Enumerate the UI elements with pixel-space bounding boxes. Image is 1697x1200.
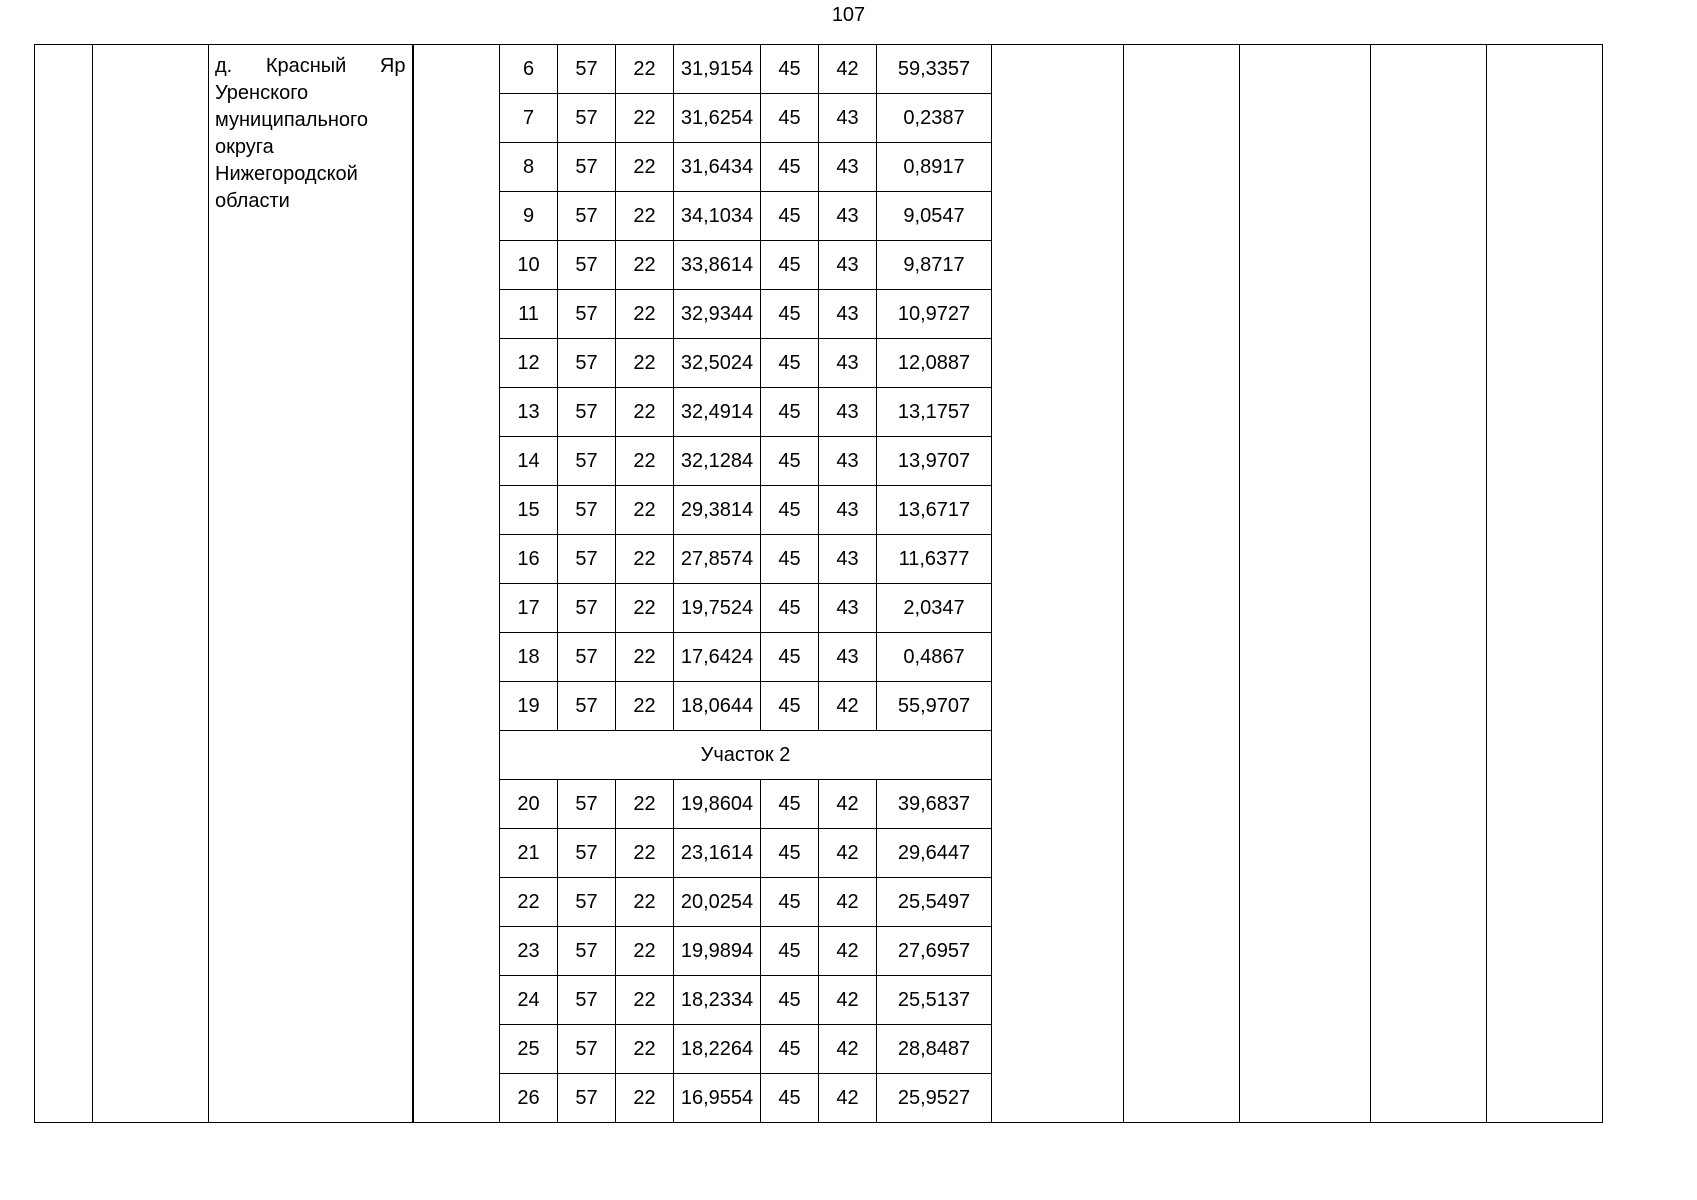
lat-degrees-cell: 57 bbox=[558, 535, 616, 584]
lon-minutes-cell: 43 bbox=[819, 388, 877, 437]
lat-minutes-cell: 22 bbox=[616, 976, 674, 1025]
point-number-cell: 7 bbox=[500, 94, 558, 143]
lat-minutes-cell: 22 bbox=[616, 241, 674, 290]
lon-seconds-cell: 0,2387 bbox=[877, 94, 992, 143]
location-line: области bbox=[215, 190, 290, 212]
lat-degrees-cell: 57 bbox=[558, 143, 616, 192]
lon-seconds-cell: 12,0887 bbox=[877, 339, 992, 388]
point-number-cell: 25 bbox=[500, 1025, 558, 1074]
lon-degrees-cell: 45 bbox=[761, 535, 819, 584]
lat-seconds-cell: 32,5024 bbox=[674, 339, 761, 388]
lon-seconds-cell: 11,6377 bbox=[877, 535, 992, 584]
lon-seconds-cell: 55,9707 bbox=[877, 682, 992, 731]
lon-degrees-cell: 45 bbox=[761, 829, 819, 878]
lat-seconds-cell: 19,8604 bbox=[674, 780, 761, 829]
empty-col-2 bbox=[93, 45, 209, 1123]
lon-seconds-cell: 0,4867 bbox=[877, 633, 992, 682]
point-number-cell: 15 bbox=[500, 486, 558, 535]
location-word: Яр bbox=[379, 55, 406, 77]
point-number-cell: 9 bbox=[500, 192, 558, 241]
lat-seconds-cell: 33,8614 bbox=[674, 241, 761, 290]
lat-seconds-cell: 20,0254 bbox=[674, 878, 761, 927]
lon-degrees-cell: 45 bbox=[761, 927, 819, 976]
lat-seconds-cell: 18,2264 bbox=[674, 1025, 761, 1074]
lon-seconds-cell: 13,9707 bbox=[877, 437, 992, 486]
lat-degrees-cell: 57 bbox=[558, 976, 616, 1025]
lon-degrees-cell: 45 bbox=[761, 143, 819, 192]
point-number-cell: 11 bbox=[500, 290, 558, 339]
lat-degrees-cell: 57 bbox=[558, 437, 616, 486]
lon-degrees-cell: 45 bbox=[761, 241, 819, 290]
lat-seconds-cell: 31,6434 bbox=[674, 143, 761, 192]
lat-minutes-cell: 22 bbox=[616, 437, 674, 486]
lon-degrees-cell: 45 bbox=[761, 682, 819, 731]
lat-minutes-cell: 22 bbox=[616, 94, 674, 143]
empty-col-13 bbox=[1124, 45, 1240, 1123]
lon-degrees-cell: 45 bbox=[761, 633, 819, 682]
lat-seconds-cell: 32,1284 bbox=[674, 437, 761, 486]
lon-degrees-cell: 45 bbox=[761, 94, 819, 143]
location-word: Красный bbox=[265, 55, 347, 77]
lat-minutes-cell: 22 bbox=[616, 780, 674, 829]
lat-degrees-cell: 57 bbox=[558, 584, 616, 633]
page-number: 107 bbox=[831, 4, 866, 26]
lat-minutes-cell: 22 bbox=[616, 1074, 674, 1123]
empty-col-14 bbox=[1240, 45, 1371, 1123]
lon-degrees-cell: 45 bbox=[761, 780, 819, 829]
lat-minutes-cell: 22 bbox=[616, 192, 674, 241]
lon-minutes-cell: 43 bbox=[819, 339, 877, 388]
lat-minutes-cell: 22 bbox=[616, 339, 674, 388]
point-number-cell: 26 bbox=[500, 1074, 558, 1123]
lon-seconds-cell: 29,6447 bbox=[877, 829, 992, 878]
lon-minutes-cell: 43 bbox=[819, 94, 877, 143]
lat-seconds-cell: 34,1034 bbox=[674, 192, 761, 241]
lon-minutes-cell: 42 bbox=[819, 1025, 877, 1074]
lon-degrees-cell: 45 bbox=[761, 388, 819, 437]
location-line: округа bbox=[215, 136, 274, 158]
lon-minutes-cell: 42 bbox=[819, 1074, 877, 1123]
location-word: д. bbox=[215, 55, 233, 77]
lat-seconds-cell: 23,1614 bbox=[674, 829, 761, 878]
point-number-cell: 23 bbox=[500, 927, 558, 976]
lon-seconds-cell: 39,6837 bbox=[877, 780, 992, 829]
table-body bbox=[35, 45, 1603, 1123]
lat-seconds-cell: 16,9554 bbox=[674, 1074, 761, 1123]
lon-degrees-cell: 45 bbox=[761, 1025, 819, 1074]
lat-minutes-cell: 22 bbox=[616, 927, 674, 976]
empty-col-15 bbox=[1371, 45, 1487, 1123]
lat-degrees-cell: 57 bbox=[558, 45, 616, 94]
lon-seconds-cell: 10,9727 bbox=[877, 290, 992, 339]
empty-col-12 bbox=[992, 45, 1124, 1123]
point-number-cell: 21 bbox=[500, 829, 558, 878]
lon-minutes-cell: 43 bbox=[819, 535, 877, 584]
lat-minutes-cell: 22 bbox=[616, 633, 674, 682]
lat-minutes-cell: 22 bbox=[616, 45, 674, 94]
lon-seconds-cell: 25,5497 bbox=[877, 878, 992, 927]
lat-minutes-cell: 22 bbox=[616, 486, 674, 535]
lat-degrees-cell: 57 bbox=[558, 927, 616, 976]
lat-degrees-cell: 57 bbox=[558, 192, 616, 241]
lat-seconds-cell: 31,9154 bbox=[674, 45, 761, 94]
lat-seconds-cell: 31,6254 bbox=[674, 94, 761, 143]
lon-seconds-cell: 28,8487 bbox=[877, 1025, 992, 1074]
lon-degrees-cell: 45 bbox=[761, 339, 819, 388]
lon-degrees-cell: 45 bbox=[761, 45, 819, 94]
coordinates-table bbox=[34, 44, 1603, 1123]
lat-degrees-cell: 57 bbox=[558, 878, 616, 927]
point-number-cell: 13 bbox=[500, 388, 558, 437]
lon-seconds-cell: 9,8717 bbox=[877, 241, 992, 290]
point-number-cell: 18 bbox=[500, 633, 558, 682]
lat-minutes-cell: 22 bbox=[616, 290, 674, 339]
lon-minutes-cell: 43 bbox=[819, 437, 877, 486]
point-number-cell: 17 bbox=[500, 584, 558, 633]
lon-minutes-cell: 42 bbox=[819, 829, 877, 878]
lon-minutes-cell: 43 bbox=[819, 486, 877, 535]
lat-minutes-cell: 22 bbox=[616, 535, 674, 584]
empty-col-16 bbox=[1487, 45, 1603, 1123]
lon-minutes-cell: 42 bbox=[819, 45, 877, 94]
lon-seconds-cell: 59,3357 bbox=[877, 45, 992, 94]
location-line: Нижегородской bbox=[215, 163, 358, 185]
point-number-cell: 8 bbox=[500, 143, 558, 192]
lat-minutes-cell: 22 bbox=[616, 878, 674, 927]
lon-seconds-cell: 2,0347 bbox=[877, 584, 992, 633]
lat-degrees-cell: 57 bbox=[558, 1074, 616, 1123]
lon-minutes-cell: 43 bbox=[819, 584, 877, 633]
empty-col-1 bbox=[35, 45, 93, 1123]
lat-seconds-cell: 17,6424 bbox=[674, 633, 761, 682]
lon-minutes-cell: 42 bbox=[819, 682, 877, 731]
lon-seconds-cell: 9,0547 bbox=[877, 192, 992, 241]
lon-seconds-cell: 27,6957 bbox=[877, 927, 992, 976]
lon-degrees-cell: 45 bbox=[761, 192, 819, 241]
lon-degrees-cell: 45 bbox=[761, 437, 819, 486]
lat-seconds-cell: 19,7524 bbox=[674, 584, 761, 633]
lat-seconds-cell: 32,9344 bbox=[674, 290, 761, 339]
lat-degrees-cell: 57 bbox=[558, 829, 616, 878]
lat-degrees-cell: 57 bbox=[558, 339, 616, 388]
lon-seconds-cell: 13,6717 bbox=[877, 486, 992, 535]
point-number-cell: 12 bbox=[500, 339, 558, 388]
lat-minutes-cell: 22 bbox=[616, 1025, 674, 1074]
lon-seconds-cell: 25,5137 bbox=[877, 976, 992, 1025]
lon-minutes-cell: 43 bbox=[819, 633, 877, 682]
point-number-cell: 14 bbox=[500, 437, 558, 486]
lon-minutes-cell: 42 bbox=[819, 878, 877, 927]
location-first-line bbox=[215, 53, 406, 80]
point-number-cell: 6 bbox=[500, 45, 558, 94]
lat-minutes-cell: 22 bbox=[616, 388, 674, 437]
lat-seconds-cell: 18,0644 bbox=[674, 682, 761, 731]
lat-degrees-cell: 57 bbox=[558, 780, 616, 829]
lon-minutes-cell: 43 bbox=[819, 290, 877, 339]
location-line: Уренского bbox=[215, 82, 309, 104]
point-number-cell: 20 bbox=[500, 780, 558, 829]
point-number-cell: 10 bbox=[500, 241, 558, 290]
lon-degrees-cell: 45 bbox=[761, 1074, 819, 1123]
lat-minutes-cell: 22 bbox=[616, 143, 674, 192]
location-line: муниципального bbox=[215, 109, 369, 131]
lat-degrees-cell: 57 bbox=[558, 633, 616, 682]
table-row bbox=[35, 45, 1603, 94]
lon-degrees-cell: 45 bbox=[761, 290, 819, 339]
lon-seconds-cell: 0,8917 bbox=[877, 143, 992, 192]
lat-seconds-cell: 32,4914 bbox=[674, 388, 761, 437]
lat-degrees-cell: 57 bbox=[558, 241, 616, 290]
lat-degrees-cell: 57 bbox=[558, 682, 616, 731]
lat-degrees-cell: 57 bbox=[558, 486, 616, 535]
lat-minutes-cell: 22 bbox=[616, 829, 674, 878]
lat-degrees-cell: 57 bbox=[558, 94, 616, 143]
lat-seconds-cell: 27,8574 bbox=[674, 535, 761, 584]
lat-degrees-cell: 57 bbox=[558, 290, 616, 339]
lat-seconds-cell: 18,2334 bbox=[674, 976, 761, 1025]
lon-minutes-cell: 43 bbox=[819, 192, 877, 241]
lon-seconds-cell: 25,9527 bbox=[877, 1074, 992, 1123]
lon-degrees-cell: 45 bbox=[761, 878, 819, 927]
lat-degrees-cell: 57 bbox=[558, 388, 616, 437]
point-number-cell: 16 bbox=[500, 535, 558, 584]
lat-degrees-cell: 57 bbox=[558, 1025, 616, 1074]
lon-degrees-cell: 45 bbox=[761, 584, 819, 633]
lat-seconds-cell: 19,9894 bbox=[674, 927, 761, 976]
lon-minutes-cell: 42 bbox=[819, 976, 877, 1025]
point-number-cell: 24 bbox=[500, 976, 558, 1025]
section-label: Участок 2 bbox=[500, 731, 992, 780]
point-number-cell: 22 bbox=[500, 878, 558, 927]
lon-degrees-cell: 45 bbox=[761, 486, 819, 535]
location-name-cell bbox=[209, 45, 413, 1123]
lon-seconds-cell: 13,1757 bbox=[877, 388, 992, 437]
lon-degrees-cell: 45 bbox=[761, 976, 819, 1025]
lon-minutes-cell: 42 bbox=[819, 780, 877, 829]
lat-minutes-cell: 22 bbox=[616, 682, 674, 731]
lon-minutes-cell: 43 bbox=[819, 143, 877, 192]
lat-seconds-cell: 29,3814 bbox=[674, 486, 761, 535]
empty-col-4 bbox=[413, 45, 500, 1123]
point-number-cell: 19 bbox=[500, 682, 558, 731]
lat-minutes-cell: 22 bbox=[616, 584, 674, 633]
lon-minutes-cell: 42 bbox=[819, 927, 877, 976]
lon-minutes-cell: 43 bbox=[819, 241, 877, 290]
